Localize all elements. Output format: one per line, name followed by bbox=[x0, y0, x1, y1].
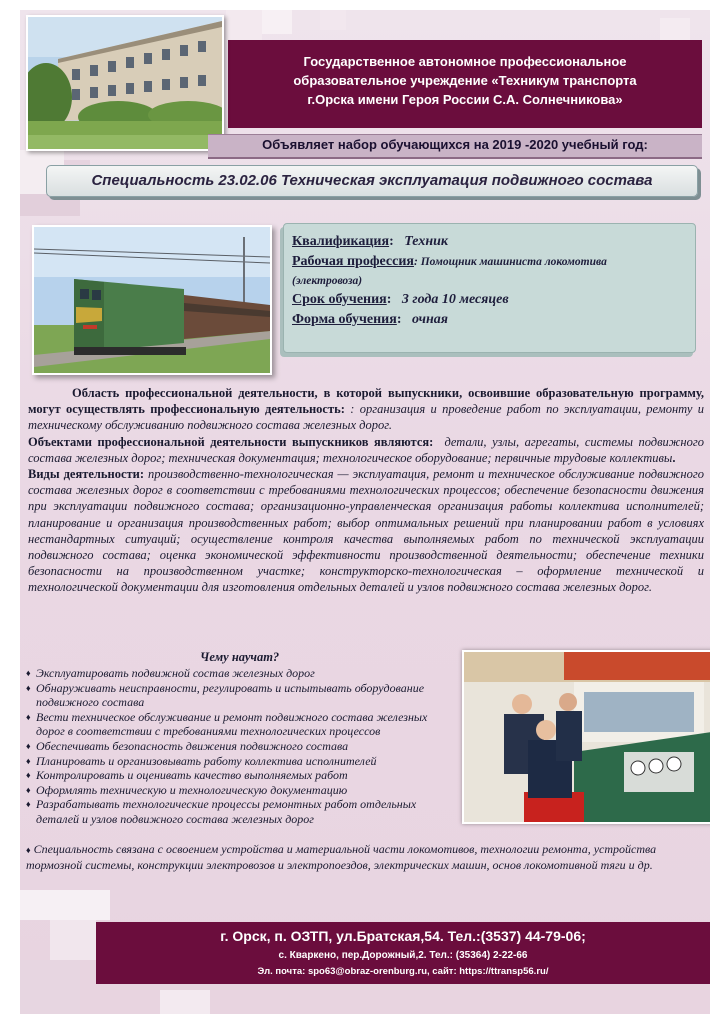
list-item-text: Планировать и организовывать работу коллектива исполнителей bbox=[36, 753, 377, 768]
classroom-image bbox=[464, 652, 710, 822]
list-item bbox=[26, 739, 456, 754]
bullet-icon: ♦ bbox=[26, 799, 31, 810]
specialty-note-text: Специальность связана с освоением устройства и материальной части локомотивов, технологии ремонта, устройства тормозной системы, конструкции электровозов и электропоездов, электрических машин, основ локомотивной тяги и др. bbox=[26, 842, 657, 872]
list-item bbox=[26, 681, 456, 710]
form-value: очная bbox=[412, 312, 448, 327]
objects-heading: Объектами профессиональной деятельности выпускников являются: bbox=[28, 434, 434, 449]
announcement-text: Объявляет набор обучающихся на 2019 -2020 учебный год: bbox=[262, 137, 648, 152]
objects-end: . bbox=[672, 450, 676, 465]
term-label: Срок обучения bbox=[292, 292, 387, 307]
list-item-text: Контролировать и оценивать качество выполняемых работ bbox=[36, 768, 348, 783]
activity-types-paragraph bbox=[28, 466, 704, 596]
school-building-image bbox=[28, 17, 222, 149]
activity-area-text: : организация и проведение работ по эксплуатации, ремонту и техническому обслуживанию подвижного состава железных дорог. bbox=[28, 402, 705, 433]
footer-address-main: г. Орск, п. ОЗТП, ул.Братская,54. Тел.:(3537) 44-79-06; bbox=[220, 928, 586, 944]
profession-value: Помощник машиниста локомотива bbox=[420, 256, 607, 268]
list-item-text: Обеспечивать безопасность движения подвижного состава bbox=[36, 738, 349, 753]
decor-square bbox=[160, 990, 210, 1014]
specialty-title: Специальность 23.02.06 Техническая эксплуатация подвижного состава bbox=[91, 172, 653, 189]
list-item bbox=[26, 666, 456, 681]
decor-square bbox=[226, 10, 262, 40]
bullet-icon: ♦ bbox=[26, 682, 31, 693]
decor-square bbox=[320, 10, 346, 30]
bullet-icon: ♦ bbox=[26, 845, 31, 855]
bullet-icon: ♦ bbox=[26, 711, 31, 722]
decor-square bbox=[50, 920, 96, 960]
objects-paragraph bbox=[28, 434, 704, 466]
footer-address-branch: с. Кваркено, пер.Дорожный,2. Тел.: (35364) 2-22-66 bbox=[278, 950, 528, 961]
list-item bbox=[26, 797, 456, 826]
institution-title-line: образовательное учреждение «Техникум транспорта bbox=[293, 73, 637, 88]
profession-value-cont: (электровоза) bbox=[292, 275, 363, 287]
list-item bbox=[26, 710, 456, 739]
list-item-text: Эксплуатировать подвижной состав железных дорог bbox=[36, 666, 315, 680]
decor-square bbox=[20, 194, 80, 216]
learn-title: Чему научат? bbox=[200, 650, 280, 664]
form-row: Форма обучения: очная bbox=[292, 312, 448, 327]
specialty-note bbox=[26, 842, 706, 872]
bullet-icon: ♦ bbox=[26, 755, 31, 766]
footer-contacts bbox=[96, 922, 710, 984]
specialty-box bbox=[46, 165, 698, 197]
list-item-text: Разрабатывать технологические процессы ремонтных работ отдельных деталей и узлов подвижного состава железных дорог bbox=[36, 797, 417, 826]
bullet-icon: ♦ bbox=[26, 784, 31, 795]
profession-row-cont bbox=[292, 271, 362, 289]
qualification-row: Квалификация: Техник bbox=[292, 234, 448, 249]
objects-text: детали, узлы, агрегаты, системы подвижного состава железных дорог; техническая документация; технологическое оборудование; первичные трудовые коллективы bbox=[28, 434, 705, 465]
header-band bbox=[228, 40, 702, 128]
profession-label: Рабочая профессия bbox=[292, 254, 414, 269]
decor-square bbox=[262, 10, 292, 34]
flyer-page bbox=[20, 10, 710, 1014]
form-label: Форма обучения bbox=[292, 312, 397, 327]
bullet-icon: ♦ bbox=[26, 740, 31, 751]
institution-title-line: Государственное автономное профессиональное bbox=[303, 54, 627, 69]
decor-square bbox=[20, 960, 80, 1014]
list-item bbox=[26, 783, 456, 798]
classroom-photo bbox=[462, 650, 710, 824]
list-item-text: Оформлять техническую и технологическую документацию bbox=[36, 782, 348, 797]
school-building-photo bbox=[26, 15, 224, 151]
qualification-label: Квалификация bbox=[292, 234, 390, 249]
bullet-icon: ♦ bbox=[26, 668, 31, 678]
decor-square bbox=[660, 18, 690, 40]
decor-square bbox=[20, 890, 110, 920]
list-item-text: Вести техническое обслуживание и ремонт подвижного состава железных дорог в соответствии с требованиями технологических процессов bbox=[36, 709, 428, 739]
learn-list bbox=[26, 666, 456, 827]
term-row: Срок обучения: 3 года 10 месяцев bbox=[292, 292, 509, 307]
activity-types-text: производственно-технологическая — эксплуатация, ремонт и техническое обслуживание подвижного состава железных дорог в соответствии с требованиями технологических процессов; обеспечение безопасности движения при эксплуатации подвижного состава; организационно-управленческая организация работы коллектива исполнителей; планирование и организация производственных работ; выбор оптимальных решений при планировании работ в условиях нестандартных ситуаций; осуществление контроля качества выполняемых работ по технической эксплуатации подвижного состава; оценка экономической эффективности производственной деятельности; обеспечение техники безопасности на производственном участке; конструкторско-технологическая – оформление технической и технологической документации для изготовления отдельных деталей и узлов подвижного состава железных дорог. bbox=[28, 467, 704, 595]
activity-types-heading: Виды деятельности: bbox=[28, 467, 145, 482]
description-text bbox=[28, 385, 704, 596]
activity-area-paragraph bbox=[28, 385, 704, 434]
term-value: 3 года 10 месяцев bbox=[401, 292, 509, 307]
locomotive-photo bbox=[32, 225, 272, 375]
announcement-bar bbox=[208, 128, 702, 161]
list-item-text: Обнаруживать неисправности, регулировать и испытывать оборудование подвижного состава bbox=[36, 680, 425, 710]
footer-email-site: Эл. почта: spo63@obraz-orenburg.ru, сайт: https://ttransp56.ru/ bbox=[257, 966, 549, 977]
locomotive-image bbox=[34, 227, 270, 373]
bullet-icon: ♦ bbox=[26, 770, 31, 781]
activity-area-heading: Область профессиональной деятельности, в которой выпускники, освоившие образовательную программу, могут осуществлять профессиональную деятельность: bbox=[28, 386, 704, 417]
list-item bbox=[26, 754, 456, 769]
list-item bbox=[26, 768, 456, 783]
qualification-value: Техник bbox=[404, 234, 448, 249]
profession-row: Рабочая профессия: Помощник машиниста локомотива bbox=[292, 254, 607, 269]
institution-title bbox=[228, 52, 702, 109]
institution-title-line: г.Орска имени Героя России С.А. Солнечникова» bbox=[307, 92, 623, 107]
qualification-box bbox=[283, 223, 696, 353]
